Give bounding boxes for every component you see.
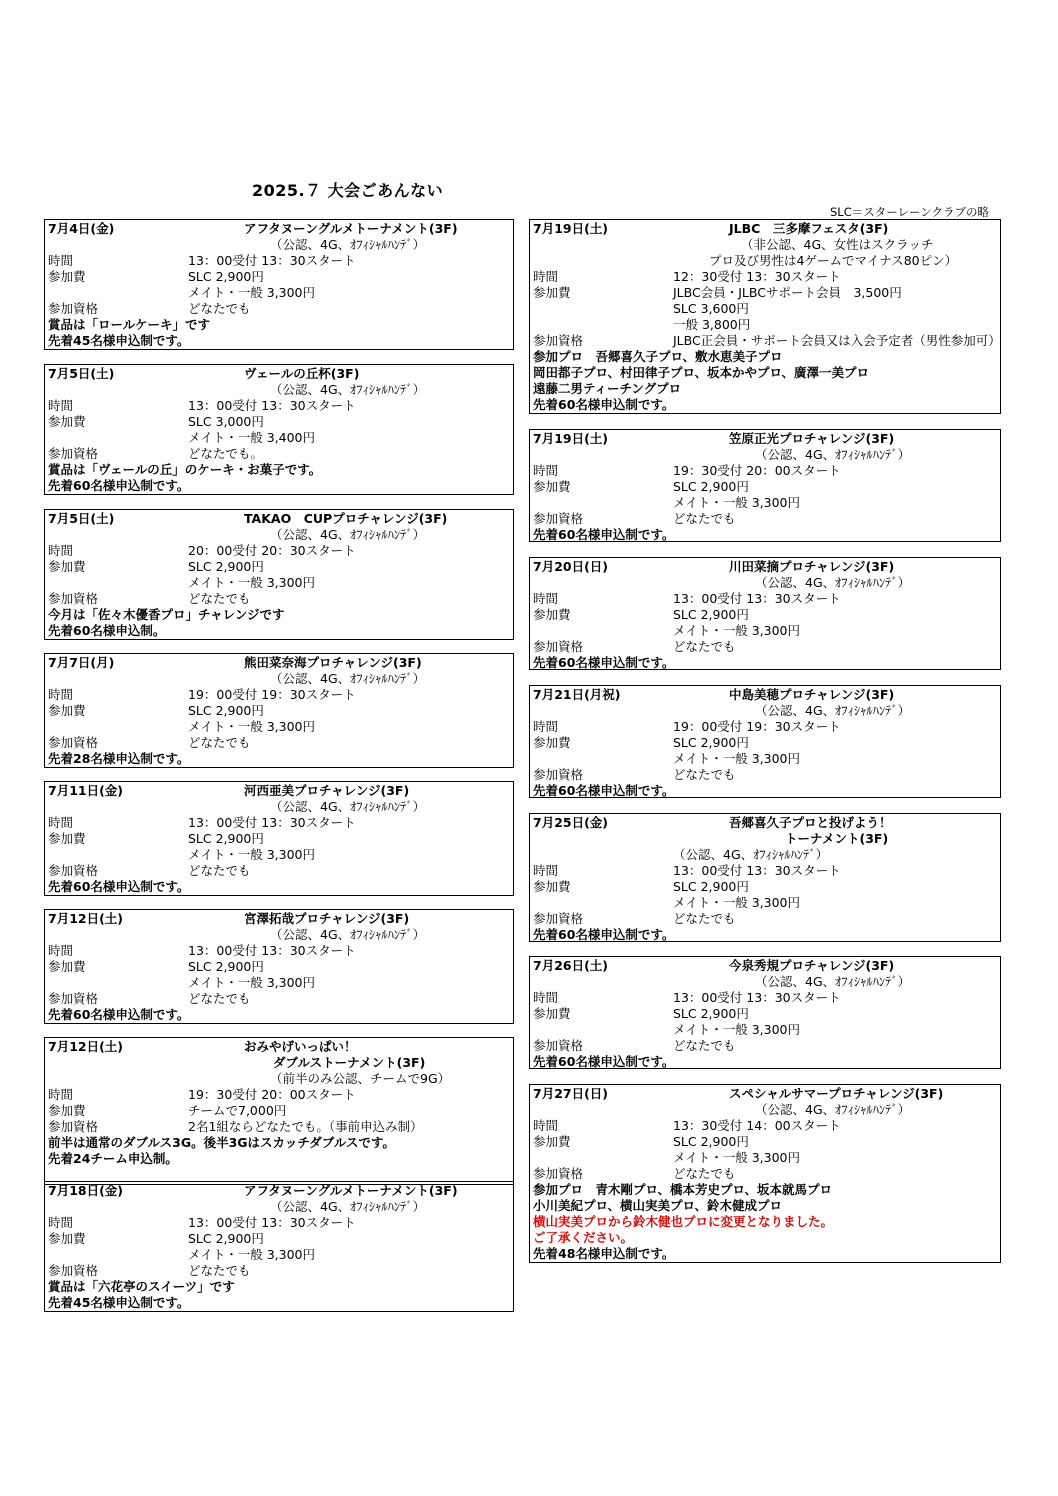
info-row	[533, 1118, 997, 1134]
info-label: 時間	[48, 815, 74, 830]
info-label: 時間	[48, 1215, 74, 1230]
event-header	[48, 221, 510, 237]
event-conditions: （非公認、4G、女性はスクラッチ	[741, 237, 934, 252]
event-conditions: （公認、4G、ｵﾌｨｼｬﾙﾊﾝﾃﾞ）	[755, 703, 911, 718]
event-date: 7月27日(日)	[533, 1086, 609, 1101]
info-value: 13：30受付 14：00スタート	[673, 1118, 841, 1133]
info-label: 時間	[48, 398, 74, 413]
info-value: どなたでも	[673, 767, 736, 782]
event-box	[44, 364, 514, 495]
event-header	[533, 1086, 997, 1102]
event-note: 先着24チーム申込制。	[48, 1151, 178, 1166]
info-label: 時間	[533, 1118, 559, 1133]
event-conditions: （公認、4G、ｵﾌｨｼｬﾙﾊﾝﾃﾞ）	[755, 575, 911, 590]
info-row	[48, 430, 510, 446]
info-label: 時間	[533, 990, 559, 1005]
info-value: 一般 3,800円	[673, 317, 751, 332]
change-notice: ご了承ください。	[533, 1230, 634, 1245]
event-note: 先着45名様申込制です。	[48, 1295, 190, 1310]
event-name: ヴェールの丘杯(3F)	[244, 366, 360, 381]
info-row	[533, 751, 997, 767]
info-label: 時間	[48, 543, 74, 558]
event-date: 7月7日(月)	[48, 655, 115, 670]
event-name-line: トーナメント(3F)	[785, 831, 889, 846]
info-value: SLC 2,900円	[673, 607, 749, 622]
info-label: 参加費	[533, 1006, 571, 1021]
event-note: 参加プロ 吾郷喜久子プロ、敷水恵美子プロ	[533, 349, 783, 364]
info-row	[48, 719, 510, 735]
event-note: 先着60名様申込制です。	[48, 1007, 190, 1022]
info-value: SLC 3,000円	[188, 414, 264, 429]
info-row	[533, 495, 997, 511]
info-row	[48, 687, 510, 703]
info-value: 2名1組ならどなたでも。（事前申込み制）	[188, 1119, 423, 1134]
info-label: 参加資格	[533, 639, 584, 654]
info-row	[48, 1263, 510, 1279]
info-row	[48, 991, 510, 1007]
event-name: おみやげいっぱい！	[244, 1039, 357, 1054]
info-label	[48, 1247, 188, 1263]
info-row	[48, 943, 510, 959]
info-value: 20：00受付 20：30スタート	[188, 543, 356, 558]
info-row	[533, 1038, 997, 1054]
event-note: 先着60名様申込制です。	[533, 397, 675, 412]
event-name: 笠原正光プロチャレンジ(3F)	[729, 431, 895, 446]
event-note: 先着60名様申込制です。	[533, 527, 675, 542]
info-label: 参加費	[533, 285, 571, 300]
info-value: SLC 2,900円	[188, 831, 264, 846]
info-row	[48, 975, 510, 991]
info-value: どなたでも	[673, 511, 736, 526]
info-label: 参加費	[48, 1231, 86, 1246]
info-value: メイト・一般 3,300円	[188, 847, 316, 862]
info-row	[533, 317, 997, 333]
event-name: 河西亜美プロチャレンジ(3F)	[244, 783, 410, 798]
info-value: SLC 2,900円	[188, 959, 264, 974]
info-row	[48, 301, 510, 317]
event-date: 7月18日(金)	[48, 1183, 124, 1198]
info-label: 参加費	[48, 831, 86, 846]
info-label: 時間	[48, 1087, 74, 1102]
info-row	[533, 591, 997, 607]
event-note: 賞品は「ヴェールの丘」のケーキ・お菓子です。	[48, 462, 322, 477]
info-label: 参加資格	[533, 767, 584, 782]
info-value: 19：00受付 19：30スタート	[673, 719, 841, 734]
event-header	[533, 958, 997, 974]
event-name: 宮澤拓哉プロチャレンジ(3F)	[244, 911, 410, 926]
info-label: 参加資格	[48, 991, 99, 1006]
event-box	[529, 219, 1001, 414]
info-value: メイト・一般 3,300円	[673, 1022, 801, 1037]
info-row	[48, 1231, 510, 1247]
info-value: どなたでも	[673, 1166, 736, 1181]
info-value: 13：00受付 13：30スタート	[673, 863, 841, 878]
info-label: 時間	[533, 719, 559, 734]
info-label: 参加資格	[533, 1166, 584, 1181]
info-row	[533, 990, 997, 1006]
info-label	[48, 847, 188, 863]
event-box	[44, 1181, 514, 1312]
info-value: メイト・一般 3,300円	[188, 1247, 316, 1262]
event-date: 7月11日(金)	[48, 783, 124, 798]
info-label: 時間	[533, 269, 559, 284]
slc-note: SLC＝スターレーンクラブの略	[830, 205, 990, 219]
info-value: SLC 2,900円	[673, 479, 749, 494]
event-conditions: （公認、4G、ｵﾌｨｼｬﾙﾊﾝﾃﾞ）	[270, 382, 426, 397]
info-label: 参加費	[533, 479, 571, 494]
info-label: 参加資格	[48, 1263, 99, 1278]
event-note: 先着60名様申込制です。	[533, 783, 675, 798]
info-value: 13：00受付 13：30スタート	[188, 398, 356, 413]
info-label: 参加資格	[48, 591, 99, 606]
info-label	[533, 751, 673, 767]
info-value: メイト・一般 3,400円	[188, 430, 316, 445]
event-header	[48, 783, 510, 799]
page-title: 2025.７ 大会ごあんない	[252, 181, 444, 200]
event-date: 7月20日(日)	[533, 559, 609, 574]
info-value: SLC 2,900円	[188, 269, 264, 284]
info-row	[48, 1247, 510, 1263]
info-label: 参加費	[48, 959, 86, 974]
event-box	[44, 909, 514, 1024]
event-date: 7月4日(金)	[48, 221, 115, 236]
event-note: 小川美紀プロ、横山実美プロ、鈴木健成プロ	[533, 1198, 783, 1213]
info-value: どなたでも	[673, 639, 736, 654]
event-note: 前半は通常のダブルス3G。後半3Gはスカッチダブルスです。	[48, 1135, 395, 1150]
info-value: どなたでも	[673, 911, 736, 926]
info-value: 13：00受付 13：30スタート	[673, 591, 841, 606]
info-label: 参加費	[533, 1134, 571, 1149]
event-header	[533, 431, 997, 447]
info-row	[533, 639, 997, 655]
info-label	[533, 1150, 673, 1166]
info-label	[48, 285, 188, 301]
info-label: 参加資格	[48, 863, 99, 878]
event-header	[48, 655, 510, 671]
event-box	[44, 1037, 514, 1185]
info-value: メイト・一般 3,300円	[673, 495, 801, 510]
info-label: 参加費	[533, 607, 571, 622]
event-date: 7月12日(土)	[48, 911, 124, 926]
event-header	[533, 221, 997, 237]
info-row	[533, 1006, 997, 1022]
info-label: 参加資格	[533, 333, 584, 348]
info-label: 時間	[48, 943, 74, 958]
event-date: 7月12日(土)	[48, 1039, 124, 1054]
event-conditions: （公認、4G、ｵﾌｨｼｬﾙﾊﾝﾃﾞ）	[270, 1199, 426, 1214]
info-value: メイト・一般 3,300円	[188, 575, 316, 590]
info-row	[533, 623, 997, 639]
info-label: 参加費	[48, 559, 86, 574]
info-value: SLC 2,900円	[188, 559, 264, 574]
info-label: 時間	[533, 863, 559, 878]
event-note: 先着48名様申込制です。	[533, 1246, 675, 1261]
info-row	[48, 591, 510, 607]
info-label: 参加資格	[48, 735, 99, 750]
info-row	[533, 301, 997, 317]
info-row	[533, 1150, 997, 1166]
event-conditions: プロ及び男性は4ゲームでマイナス80ピン）	[709, 253, 958, 268]
info-label	[533, 495, 673, 511]
event-header	[48, 911, 510, 927]
event-date: 7月25日(金)	[533, 815, 609, 830]
info-row	[533, 879, 997, 895]
info-label: 時間	[533, 463, 559, 478]
event-box	[529, 813, 1001, 942]
event-header	[48, 366, 510, 382]
info-row	[48, 735, 510, 751]
info-value: メイト・一般 3,300円	[188, 975, 316, 990]
info-row	[48, 959, 510, 975]
info-label	[533, 1022, 673, 1038]
event-note: 賞品は「ロールケーキ」です	[48, 317, 211, 332]
info-row	[48, 815, 510, 831]
event-name: 中島美穂プロチャレンジ(3F)	[729, 687, 895, 702]
info-row	[533, 911, 997, 927]
info-value: メイト・一般 3,300円	[673, 895, 801, 910]
event-box	[44, 219, 514, 350]
info-value: 19：30受付 20：00スタート	[188, 1087, 356, 1102]
info-row	[48, 1087, 510, 1103]
info-row	[48, 1103, 510, 1119]
event-box	[529, 956, 1001, 1069]
info-value: メイト・一般 3,300円	[673, 1150, 801, 1165]
event-header	[533, 687, 997, 703]
event-box	[529, 557, 1001, 670]
info-label	[533, 895, 673, 911]
event-date: 7月21日(月祝)	[533, 687, 621, 702]
event-conditions: （公認、4G、ｵﾌｨｼｬﾙﾊﾝﾃﾞ）	[270, 527, 426, 542]
event-conditions: （公認、4G、ｵﾌｨｼｬﾙﾊﾝﾃﾞ）	[755, 447, 911, 462]
event-note: 今月は「佐々木優香プロ」チャレンジです	[48, 607, 285, 622]
info-label: 参加資格	[48, 301, 99, 316]
event-note: 先着60名様申込制。	[48, 623, 166, 638]
info-label: 時間	[48, 253, 74, 268]
info-value: どなたでも。	[188, 446, 264, 461]
event-conditions: （公認、4G、ｵﾌｨｼｬﾙﾊﾝﾃﾞ）	[270, 237, 426, 252]
info-label	[533, 317, 673, 333]
info-row	[533, 895, 997, 911]
info-label: 参加費	[533, 735, 571, 750]
event-note: 先着60名様申込制です。	[533, 655, 675, 670]
info-label	[48, 575, 188, 591]
event-header	[533, 559, 997, 575]
info-label: 参加費	[48, 269, 86, 284]
event-date: 7月5日(土)	[48, 511, 115, 526]
event-date: 7月5日(土)	[48, 366, 115, 381]
info-row	[48, 575, 510, 591]
event-name-line: ダブルストーナメント(3F)	[273, 1055, 426, 1070]
info-value: 13：00受付 13：30スタート	[188, 943, 356, 958]
event-note: 先着60名様申込制です。	[48, 879, 190, 894]
info-value: SLC 2,900円	[673, 879, 749, 894]
info-row	[533, 1166, 997, 1182]
event-note: 岡田都子プロ、村田律子プロ、坂本かやプロ、廣澤一美プロ	[533, 365, 870, 380]
info-label: 参加資格	[48, 446, 99, 461]
info-row	[533, 463, 997, 479]
event-name: 熊田菜奈海プロチャレンジ(3F)	[244, 655, 422, 670]
info-label: 時間	[48, 687, 74, 702]
info-value: どなたでも	[188, 1263, 251, 1278]
info-row	[533, 1022, 997, 1038]
info-label: 参加費	[533, 879, 571, 894]
event-box	[44, 781, 514, 896]
info-value: 13：00受付 13：30スタート	[673, 990, 841, 1005]
event-note: 参加プロ 青木剛プロ、橋本芳史プロ、坂本就馬プロ	[533, 1182, 833, 1197]
info-label: 参加費	[48, 1103, 86, 1118]
info-label	[533, 301, 673, 317]
info-label	[48, 430, 188, 446]
info-value: 19：00受付 19：30スタート	[188, 687, 356, 702]
info-label: 参加資格	[533, 511, 584, 526]
info-label: 参加費	[48, 703, 86, 718]
event-conditions: （前半のみ公認、チームで9G）	[270, 1071, 451, 1086]
info-row	[48, 703, 510, 719]
info-label: 参加費	[48, 414, 86, 429]
info-value: どなたでも	[188, 863, 251, 878]
info-value: JLBC正会員・サポート会員又は入会予定者（男性参加可）	[673, 333, 1001, 348]
info-value: メイト・一般 3,300円	[188, 719, 316, 734]
event-note: 先着45名様申込制です。	[48, 333, 190, 348]
event-conditions: （公認、4G、ｵﾌｨｼｬﾙﾊﾝﾃﾞ）	[755, 974, 911, 989]
info-value: どなたでも	[188, 735, 251, 750]
event-header	[533, 815, 997, 831]
info-row	[48, 559, 510, 575]
info-value: SLC 2,900円	[188, 1231, 264, 1246]
event-header	[48, 1183, 510, 1199]
info-row	[48, 269, 510, 285]
info-value: メイト・一般 3,300円	[673, 751, 801, 766]
info-row	[48, 1119, 510, 1135]
info-value: 13：00受付 13：30スタート	[188, 815, 356, 830]
info-row	[533, 1134, 997, 1150]
event-note: 先着28名様申込制です。	[48, 751, 190, 766]
info-label: 参加資格	[48, 1119, 99, 1134]
info-value: SLC 2,900円	[188, 703, 264, 718]
event-name: 今泉秀規プロチャレンジ(3F)	[729, 958, 895, 973]
event-name: 川田菜摘プロチャレンジ(3F)	[729, 559, 895, 574]
info-row	[48, 446, 510, 462]
event-box	[529, 685, 1001, 798]
info-value: SLC 2,900円	[673, 735, 749, 750]
event-name: JLBC 三多摩フェスタ(3F)	[729, 221, 889, 236]
info-row	[533, 285, 997, 301]
event-note: 先着60名様申込制です。	[533, 927, 675, 942]
info-row	[533, 735, 997, 751]
event-date: 7月19日(土)	[533, 431, 609, 446]
event-note: 遠藤二男ティーチングプロ	[533, 381, 682, 396]
info-value: 13：00受付 13：30スタート	[188, 1215, 356, 1230]
info-row	[48, 285, 510, 301]
event-conditions: （公認、4G、ｵﾌｨｼｬﾙﾊﾝﾃﾞ）	[673, 847, 829, 862]
info-row	[48, 863, 510, 879]
change-notice: 横山実美プロから鈴木健也プロに変更となりました。	[533, 1214, 834, 1229]
info-value: メイト・一般 3,300円	[188, 285, 316, 300]
info-row	[533, 607, 997, 623]
event-conditions: （公認、4G、ｵﾌｨｼｬﾙﾊﾝﾃﾞ）	[270, 927, 426, 942]
info-label: 参加資格	[533, 911, 584, 926]
info-row	[48, 414, 510, 430]
info-row	[533, 767, 997, 783]
info-value: 13：00受付 13：30スタート	[188, 253, 356, 268]
info-value: 12：30受付 13：30スタート	[673, 269, 841, 284]
info-value: どなたでも	[188, 591, 251, 606]
event-conditions: （公認、4G、ｵﾌｨｼｬﾙﾊﾝﾃﾞ）	[270, 671, 426, 686]
event-conditions: （公認、4G、ｵﾌｨｼｬﾙﾊﾝﾃﾞ）	[755, 1102, 911, 1117]
event-note: 先着60名様申込制です。	[48, 478, 190, 493]
info-value: どなたでも	[188, 301, 251, 316]
event-name: アフタヌーングルメトーナメント(3F)	[244, 1183, 458, 1198]
info-label	[48, 719, 188, 735]
info-row	[48, 398, 510, 414]
event-name: TAKAO CUPプロチャレンジ(3F)	[244, 511, 448, 526]
info-value: SLC 2,900円	[673, 1134, 749, 1149]
info-label	[533, 623, 673, 639]
event-date: 7月19日(土)	[533, 221, 609, 236]
info-label: 参加資格	[533, 1038, 584, 1053]
info-value: SLC 3,600円	[673, 301, 749, 316]
info-row	[533, 269, 997, 285]
event-box	[529, 1084, 1001, 1263]
info-row	[533, 333, 1001, 349]
info-value: どなたでも	[673, 1038, 736, 1053]
info-row	[533, 863, 997, 879]
info-row	[48, 831, 510, 847]
info-value: 19：30受付 20：00スタート	[673, 463, 841, 478]
event-box	[44, 509, 514, 640]
info-row	[48, 1215, 510, 1231]
event-box	[44, 653, 514, 768]
event-note: 賞品は「六花亭のスイーツ」です	[48, 1279, 235, 1294]
info-row	[48, 543, 510, 559]
event-header	[48, 511, 510, 527]
event-name: アフタヌーングルメトーナメント(3F)	[244, 221, 458, 236]
event-header	[48, 1039, 510, 1055]
info-label: 時間	[533, 591, 559, 606]
info-row	[533, 511, 997, 527]
event-name: 吾郷喜久子プロと投げよう！	[729, 815, 892, 830]
event-conditions: （公認、4G、ｵﾌｨｼｬﾙﾊﾝﾃﾞ）	[270, 799, 426, 814]
info-value: メイト・一般 3,300円	[673, 623, 801, 638]
info-row	[48, 253, 510, 269]
info-row	[533, 719, 997, 735]
info-value: JLBC会員・JLBCサポート会員 3,500円	[673, 285, 902, 300]
info-label	[48, 975, 188, 991]
info-value: SLC 2,900円	[673, 1006, 749, 1021]
event-name: スペシャルサマープロチャレンジ(3F)	[729, 1086, 944, 1101]
info-row	[533, 479, 997, 495]
info-value: チームで7,000円	[188, 1103, 287, 1118]
info-value: どなたでも	[188, 991, 251, 1006]
info-row	[48, 847, 510, 863]
event-note: 先着60名様申込制です。	[533, 1054, 675, 1069]
event-date: 7月26日(土)	[533, 958, 609, 973]
event-box	[529, 429, 1001, 542]
